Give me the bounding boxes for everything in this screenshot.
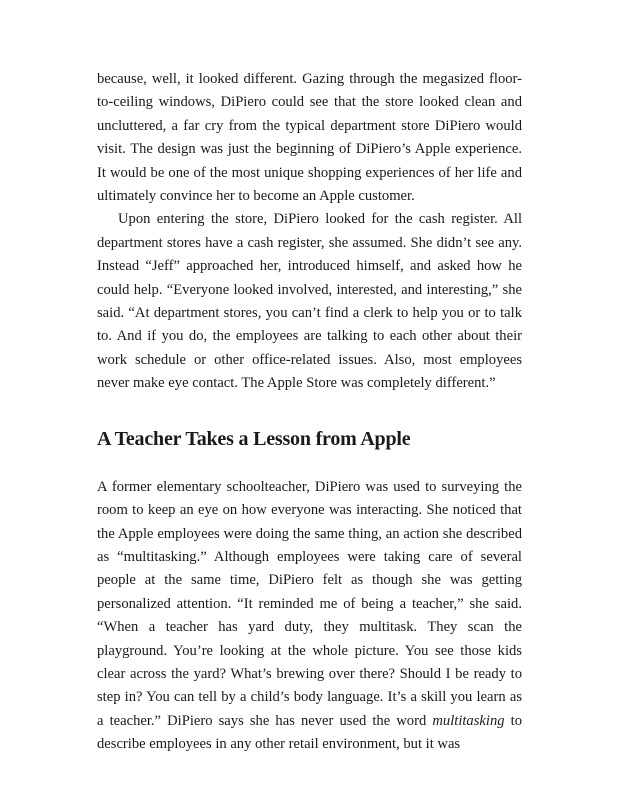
italic-term: multitasking bbox=[432, 712, 505, 729]
paragraph-1: because, well, it looked different. Gazing through the megasized floor-to-ceiling windows, DiPiero could see that the store looked clean and uncluttered, a far cry from the typical department store DiPiero would visit. The design was just the beginning of DiPiero’s Apple experience. It would be one of the most unique shopping experiences of her life and ultimately convince her to become an Apple customer. bbox=[97, 71, 522, 205]
paragraph-2: Upon entering the store, DiPiero looked for the cash register. All department stores have a cash register, she assumed. She didn’t see any. Instead “Jeff” approached her, introduced himself, and asked how he could help. “Everyone looked involved, interested, and interesting,” she said. “At department stores, you can’t find a clerk to help you or to talk to. And if you do, the employees are talking to each other about their work schedule or other office-related issues. Also, most employees never make eye contact. The Apple Store was completely different.” bbox=[97, 211, 522, 392]
section-heading: A Teacher Takes a Lesson from Apple bbox=[97, 427, 411, 450]
paragraph-3 bbox=[97, 476, 522, 757]
paragraph-3-text: A former elementary schoolteacher, DiPiero was used to surveying the room to keep an eye on how everyone was interacting. She noticed that the Apple employees were doing the same thing, an action she described as “multitasking.” Although employees were taking care of several people at the same time, DiPiero felt as though she was getting personalized attention. “It reminded me of being a teacher,” she said. “When a teacher has yard duty, they multitask. They scan the playground. You’re looking at the whole picture. You see those kids clear across the yard? What’s brewing over there? Should I be ready to step in? You can tell by a child’s body language. It’s a skill you learn as a teacher.” DiPiero says she has never used the word bbox=[97, 478, 522, 729]
book-page bbox=[97, 68, 522, 757]
paragraph-3-tail: to describe employees in any other retail environment, but it was bbox=[97, 712, 523, 753]
